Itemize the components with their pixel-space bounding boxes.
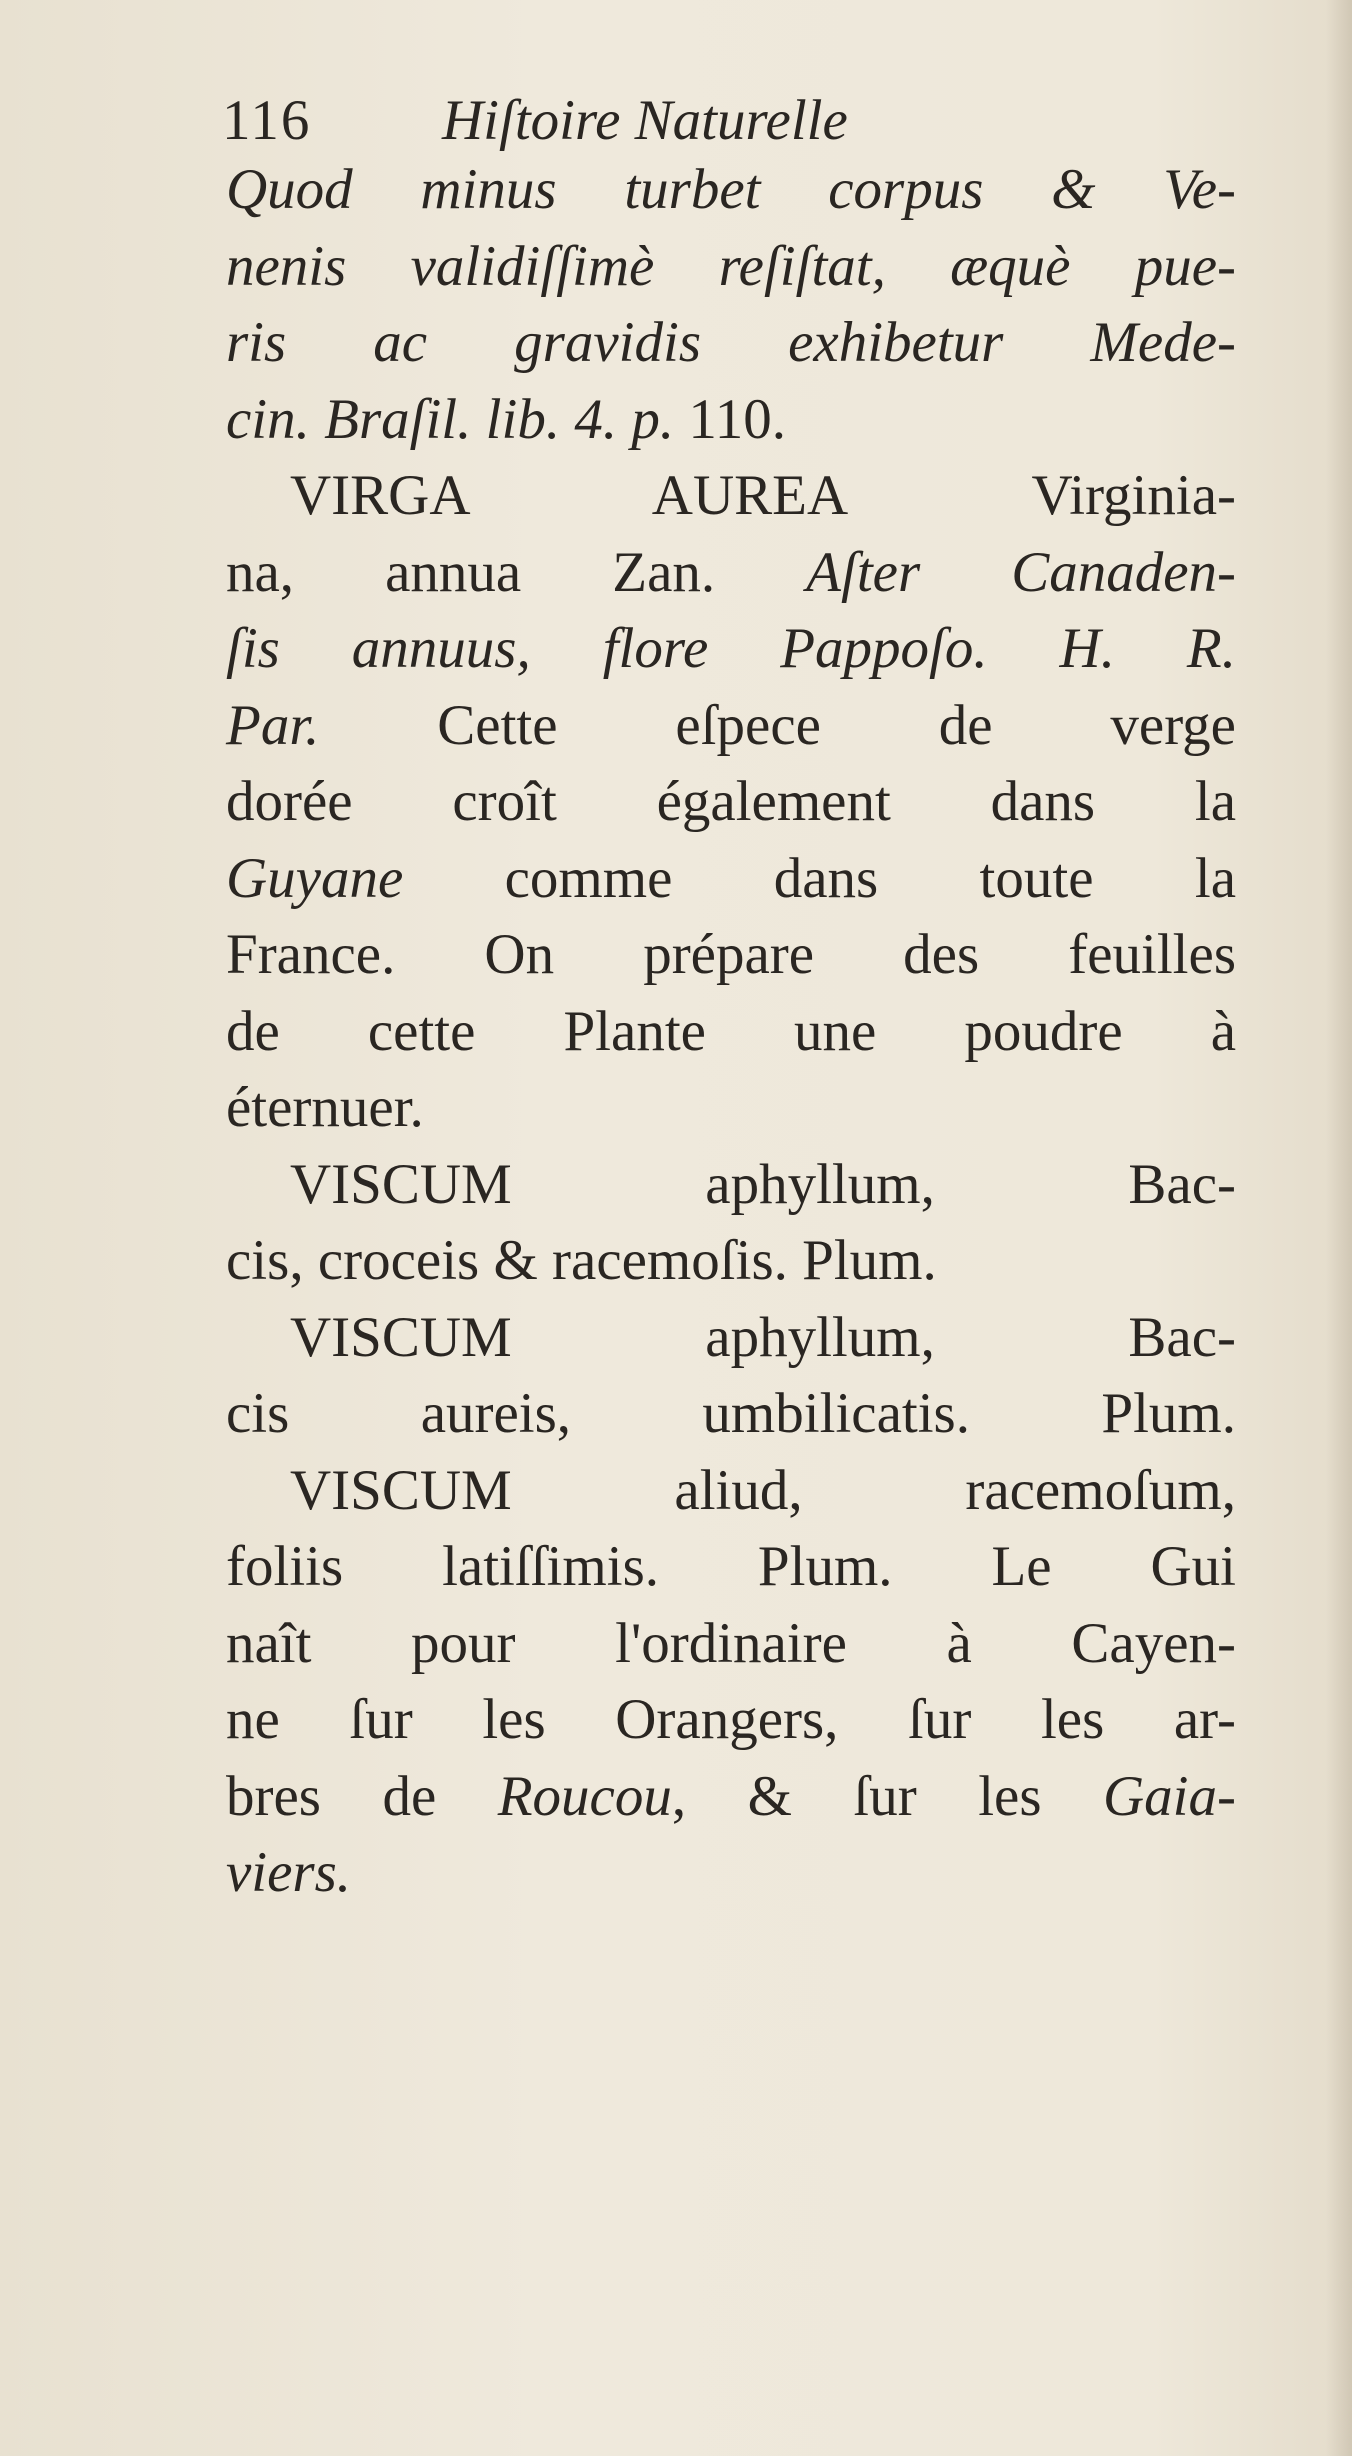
- text-segment: cis, croceis & racemoſis. Plum.: [226, 1229, 937, 1292]
- text-line: [226, 1300, 1236, 1377]
- italic-text-segment: viers.: [226, 1841, 352, 1904]
- text-line: [226, 1453, 1236, 1530]
- text-line: [226, 1376, 1236, 1453]
- text-line: [226, 1682, 1236, 1759]
- text-line: [226, 1759, 1236, 1836]
- italic-text-segment: nenis validiſſimè reſiſtat, æquè pue-: [226, 234, 1236, 298]
- text-line: [226, 458, 1236, 535]
- text-segment: VISCUM aliud, racemoſum,: [290, 1458, 1236, 1522]
- italic-text-segment: Quod minus turbet corpus & Ve-: [226, 158, 1236, 221]
- text-line: [226, 841, 1236, 918]
- italic-text-segment: Aſter Canaden-: [806, 540, 1236, 604]
- italic-text-segment: Par.: [226, 693, 438, 757]
- text-line: [226, 1223, 1236, 1300]
- text-segment: VIRGA AUREA Virginia-: [290, 464, 1236, 527]
- italic-text-segment: ris ac gravidis exhibetur Mede-: [226, 311, 1236, 374]
- text-line: [226, 688, 1236, 765]
- text-segment: Cette eſpece de verge: [437, 693, 1236, 757]
- text-segment: cis aureis, umbilicatis. Plum.: [226, 1382, 1236, 1445]
- text-line: [226, 1606, 1236, 1683]
- page-edge-shadow: [1326, 0, 1352, 2456]
- running-title: Hiſtoire Naturelle: [442, 89, 848, 152]
- text-segment: comme dans toute la: [504, 846, 1236, 910]
- italic-text-segment: Gaia-: [1103, 1764, 1236, 1828]
- text-segment: naît pour l'ordinaire à Cayen-: [226, 1611, 1236, 1675]
- text-line: [226, 994, 1236, 1071]
- text-segment: foliis latiſſimis. Plum. Le Gui: [226, 1535, 1236, 1598]
- italic-text-segment: Guyane: [226, 846, 505, 910]
- page-number: 116: [222, 89, 312, 152]
- text-segment: VISCUM aphyllum, Bac-: [290, 1305, 1236, 1369]
- text-line: [226, 611, 1236, 688]
- text-segment: dorée croît également dans la: [226, 770, 1236, 833]
- text-segment: na, annua Zan.: [226, 540, 807, 604]
- text-line: [226, 764, 1236, 841]
- text-segment: ne ſur les Orangers, ſur les ar-: [226, 1688, 1236, 1751]
- text-segment: 110.: [688, 387, 786, 451]
- text-segment: France. On prépare des feuilles: [226, 923, 1236, 986]
- text-line: [226, 1835, 1236, 1912]
- text-segment: éternuer.: [226, 1076, 424, 1139]
- text-segment: VISCUM aphyllum, Bac-: [290, 1152, 1236, 1216]
- italic-text-segment: Roucou: [497, 1764, 672, 1828]
- text-segment: de cette Plante une poudre à: [226, 999, 1236, 1063]
- body-text: [226, 152, 1236, 1912]
- italic-text-segment: ſis annuus, flore Pappoſo. H. R.: [226, 617, 1236, 680]
- text-line: [226, 1147, 1236, 1224]
- text-segment: , & ſur les: [671, 1764, 1104, 1828]
- text-line: [226, 152, 1236, 229]
- text-line: [226, 917, 1236, 994]
- text-segment: bres de: [226, 1764, 498, 1828]
- text-line: [226, 1529, 1236, 1606]
- text-line: [226, 535, 1236, 612]
- text-line: [226, 382, 1236, 459]
- italic-text-segment: cin. Braſil. lib. 4. p.: [226, 387, 689, 451]
- text-line: [226, 305, 1236, 382]
- text-line: [226, 229, 1236, 306]
- text-line: [226, 1070, 1236, 1147]
